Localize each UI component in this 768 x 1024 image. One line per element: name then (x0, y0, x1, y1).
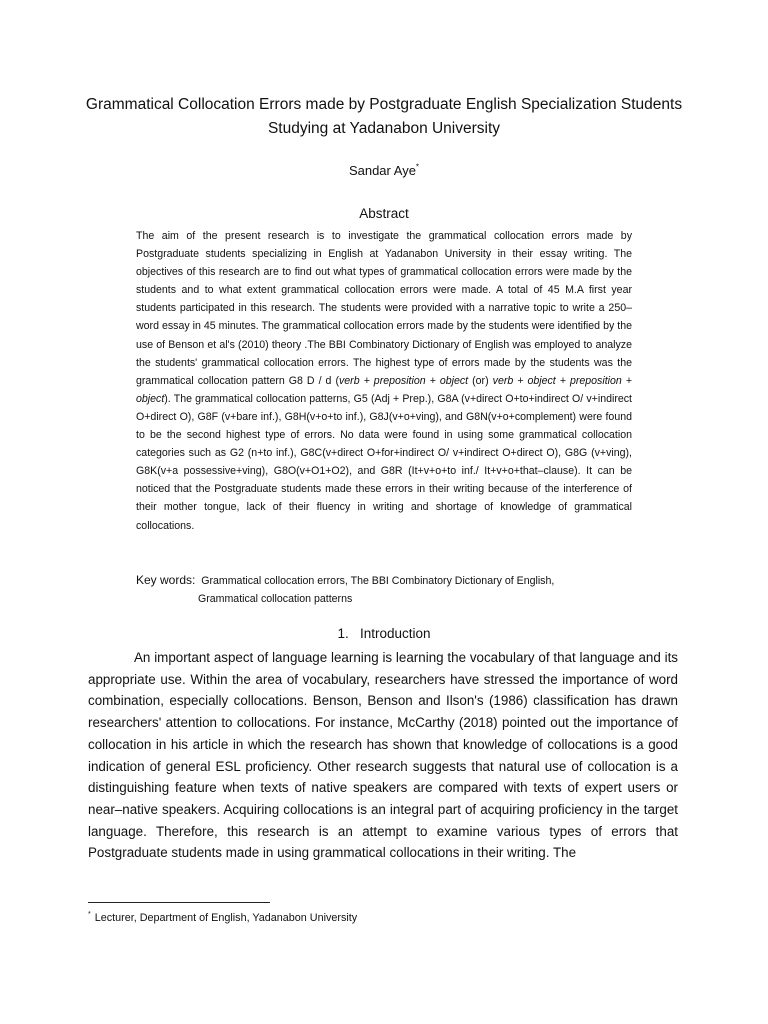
keywords-label: Key words: (136, 573, 196, 587)
abstract-heading: Abstract (359, 206, 409, 221)
keywords-line-1: Grammatical collocation errors, The BBI Combinatory Dictionary of English, (201, 575, 555, 587)
abstract-text-part2: ). The grammatical collocation patterns, G5 (Adj + Prep.), G8A (v+direct O+to+indirect O/ v+indirect O+direct O), G8F (v+bare inf.), G8H(v+o+to inf.), G8J(v+o+ving), and G8N(v+o+complement) were found to be the second highest type of errors. No data were found in using some grammatical collocation categories such as G2 (n+to inf.), G8C(v+direct O+for+indirect O/ v+indirect O+direct O), G8G (v+ving), G8K(v+a possessive+ving), G8O(v+O1+O2), and G8R (It+v+o+to inf./ It+v+o+that–clause). It can be noticed that the Postgraduate students made these errors in their writing because of the interference of their mother tongue, lack of their fluency in writing and shortage of knowledge of grammatical collocations. (136, 392, 632, 532)
footnote-mark: * (88, 911, 91, 919)
footnote (88, 910, 678, 926)
abstract-or: (or) (468, 374, 493, 387)
abstract-italic-pattern-1: verb + preposition + object (338, 374, 469, 387)
keywords-first-line (136, 571, 632, 590)
author-name: Sandar Aye (348, 163, 416, 178)
author-line (0, 162, 768, 180)
paper-title: Grammatical Collocation Errors made by Postgraduate English Specialization Students Studying at Yadanabon University (85, 96, 683, 137)
author-footnote-mark: * (415, 162, 420, 172)
footnote-text: Lecturer, Department of English, Yadanabon University (94, 912, 358, 924)
abstract-text-part1: The aim of the present research is to investigate the grammatical collocation errors made by Postgraduate students specializing in English at Yadanabon University in their essay writing. The objectives of this research are to find out what types of grammatical collocation errors were made by the students and to what extent grammatical collocation errors were made. A total of 45 M.A first year students participated in this research. The students were provided with a narrative topic to write a 250–word essay in 45 minutes. The grammatical collocation errors made by the students were identified by the use of Benson et al's (2010) theory .The BBI Combinatory Dictionary of English was employed to analyze the students' grammatical collocation errors. The highest type of errors made by the students was the grammatical collocation pattern G8 D / d ( (136, 230, 632, 387)
section-heading-introduction: 1. Introduction (337, 626, 431, 641)
abstract-italic-pattern-2: verb + object + preposition + object (136, 374, 632, 405)
introduction-paragraph: An important aspect of language learning is learning the vocabulary of that language and its appropriate use. Within the area of vocabulary, researchers have stressed the importance of word combination, especially collocations. Benson, Benson and Ilson's (1986) classification has drawn researchers' attention to collocations. For instance, McCarthy (2018) pointed out the importance of collocation in his article in which the research has shown that knowledge of collocations is a good indication of general ESL proficiency. Other research suggests that natural use of collocation is a distinguishing feature when texts of native speakers are compared with texts of expert users or near–native speakers. Acquiring collocations is an integral part of acquiring proficiency in the target language. Therefore, this research is an attempt to examine various types of errors that Postgraduate students made in using grammatical collocations in their writing. The (88, 650, 678, 861)
abstract-body (136, 227, 632, 535)
keywords-line-2: Grammatical collocation patterns (198, 593, 353, 605)
keywords-block (136, 571, 632, 608)
footnote-divider (88, 902, 270, 903)
